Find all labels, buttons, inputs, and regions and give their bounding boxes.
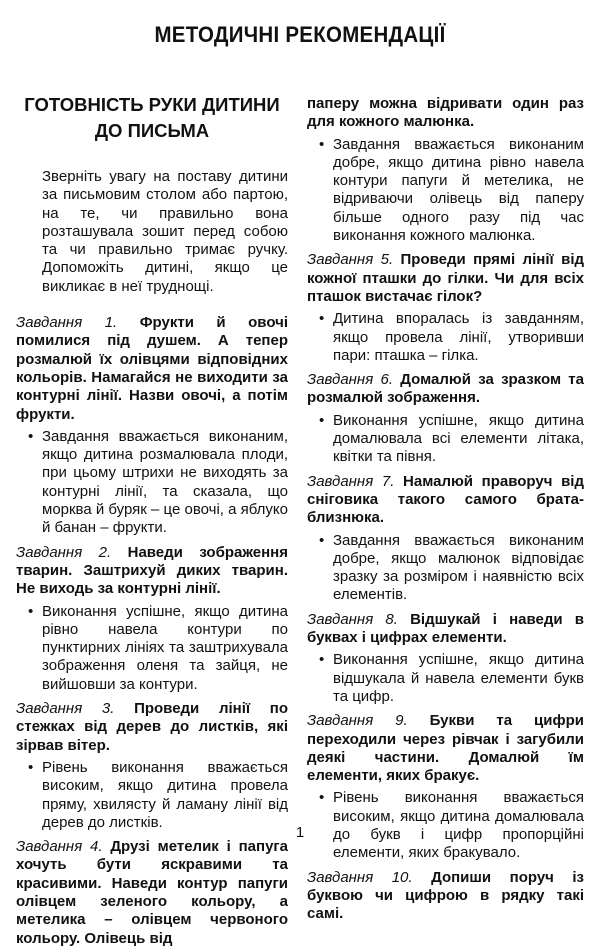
task-number: Завдання 5. [307, 251, 394, 269]
task-note [28, 428, 288, 538]
task-note [319, 651, 584, 706]
task-heading [307, 611, 584, 648]
bullet-marker: • [28, 427, 34, 445]
bullet-marker: • [319, 789, 325, 807]
task-note-text: Дитина впоралась із завданням, якщо провела лінії, утворивши пари: пташка – гілка. [333, 310, 584, 364]
task-note-text: Виконання успішне, якщо дитина відшукала й навела елементи букв та цифр. [333, 651, 584, 705]
task-heading [307, 251, 584, 306]
task-number: Завдання 10. [307, 868, 413, 886]
task-instruction: Фрукти й овочі помилися під душем. А тепер розмалюй їх олівцями відповідних кольорів. Намагайся не виходити за контурні лінії. Назви овочі, а потім фрукти. [16, 314, 288, 423]
bullet-marker: • [28, 602, 34, 620]
task-number: Завдання 2. [16, 543, 112, 561]
task-note-text: Завдання вважається виконаним добре, якщо дитина рівно навела контури папуги й метелика, не відриваючи олівець від паперу більше одного разу під час виконання кожного малюнка. [333, 135, 584, 245]
task-heading [307, 473, 584, 528]
task-4-note [319, 136, 584, 246]
task-number: Завдання 3. [16, 700, 115, 718]
task-heading [16, 314, 288, 424]
task-heading [16, 544, 288, 599]
task-instruction: Проведи лінії по стежках від дерев до листків, які зірвав вітер. [16, 700, 288, 754]
bullet-marker: • [319, 531, 325, 549]
page-number: 1 [295, 824, 305, 841]
task-number: Завдання 6. [307, 371, 393, 389]
task-instruction: Наведи зображення тварин. Заштрихуй диких тварин. Не виходь за контурні лінії. [16, 543, 288, 598]
task-note-text: Рівень виконання вважається високим, якщо дитина провела пряму, хвилясту й ламану лінії від дерев до листків. [42, 758, 288, 831]
left-column [16, 92, 288, 952]
task-instruction: Допиши поруч із буквою чи цифрою в рядку такі самі. [307, 868, 585, 923]
section-title: ГОТОВНІСТЬ РУКИ ДИТИНИ ДО ПИСЬМА [24, 94, 280, 141]
task-instruction: Домалюй за зразком та розмалюй зображення. [307, 371, 584, 407]
task-note-text: Завдання вважається виконаним добре, якщо малюнок відповідає зразку за розміром і наявністю всіх елементів. [333, 531, 584, 604]
task-number: Завдання 7. [307, 472, 395, 490]
task-note-text: Рівень виконання вважається високим, якщо дитина домалювала до букв і цифр пропорційні елементи, яких бракувало. [333, 789, 584, 862]
bullet-marker: • [319, 651, 325, 669]
task-note [28, 603, 288, 694]
task-instruction: Намалюй праворуч від сніговика такого самого брата-близнюка. [307, 472, 584, 527]
task-heading [16, 700, 288, 755]
task-instruction: Букви та цифри переходили через рівчак і загубили деякі частини. Домалюй їм елементи, яких бракує. [307, 712, 584, 785]
page-title: МЕТОДИЧНІ РЕКОМЕНДАЦІЇ [154, 22, 446, 47]
task-heading [307, 371, 584, 408]
task-note [28, 759, 288, 832]
task-4-continuation: паперу можна відривати один раз для кожного малюнка. [307, 95, 584, 131]
task-instruction: Друзі метелик і папуга хочуть бути яскравими та красивими. Наведи контур папуги олівцем зеленого кольору, а метелика – олівцем червоного кольору. Олівець від [16, 838, 289, 947]
task-heading [307, 869, 584, 924]
task-heading [307, 712, 584, 785]
task-note-text: Завдання вважається виконаним, якщо дитина розмалювала плоди, при цьому штрихи не виходять за контурні лінії, та сказала, що морква й буряк – це овочі, а яблуко й банан – фрукти. [42, 427, 288, 537]
left-task-list [16, 314, 288, 948]
task-number: Завдання 1. [16, 314, 118, 332]
task-number: Завдання 9. [307, 712, 408, 730]
intro-paragraph: Зверніть увагу на поставу дитини за письмовим столом або партою, на те, чи правильно вона розташувала зошит перед собою та чи правильно тримає ручку. Допоможіть дитині, якщо це викликає в неї труднощі. [42, 168, 288, 295]
right-task-list [307, 251, 584, 923]
task-note-text: Виконання успішне, якщо дитина домалювала всі елементи літака, квітки та півня. [333, 411, 584, 466]
right-column [307, 95, 584, 927]
task-number: Завдання 4. [16, 838, 103, 856]
bullet-marker: • [28, 758, 34, 776]
task-instruction: Проведи прямі лінії від кожної пташки до гілки. Чи для всіх пташок вистачає гілок? [307, 251, 585, 305]
task-note [319, 532, 584, 605]
task-note-text: Виконання успішне, якщо дитина рівно навела контури по пунктирних лініях та заштрихувала зображення оленя та зайця, не вийшовши за контури. [42, 602, 288, 693]
bullet-marker: • [319, 411, 325, 429]
task-note [319, 412, 584, 467]
bullet-marker: • [319, 135, 325, 153]
bullet-marker: • [319, 310, 325, 328]
task-number: Завдання 8. [307, 610, 398, 628]
task-heading [16, 838, 288, 948]
task-note [319, 310, 584, 365]
task-instruction: Відшукай і наведи в буквах і цифрах елементи. [307, 610, 584, 647]
